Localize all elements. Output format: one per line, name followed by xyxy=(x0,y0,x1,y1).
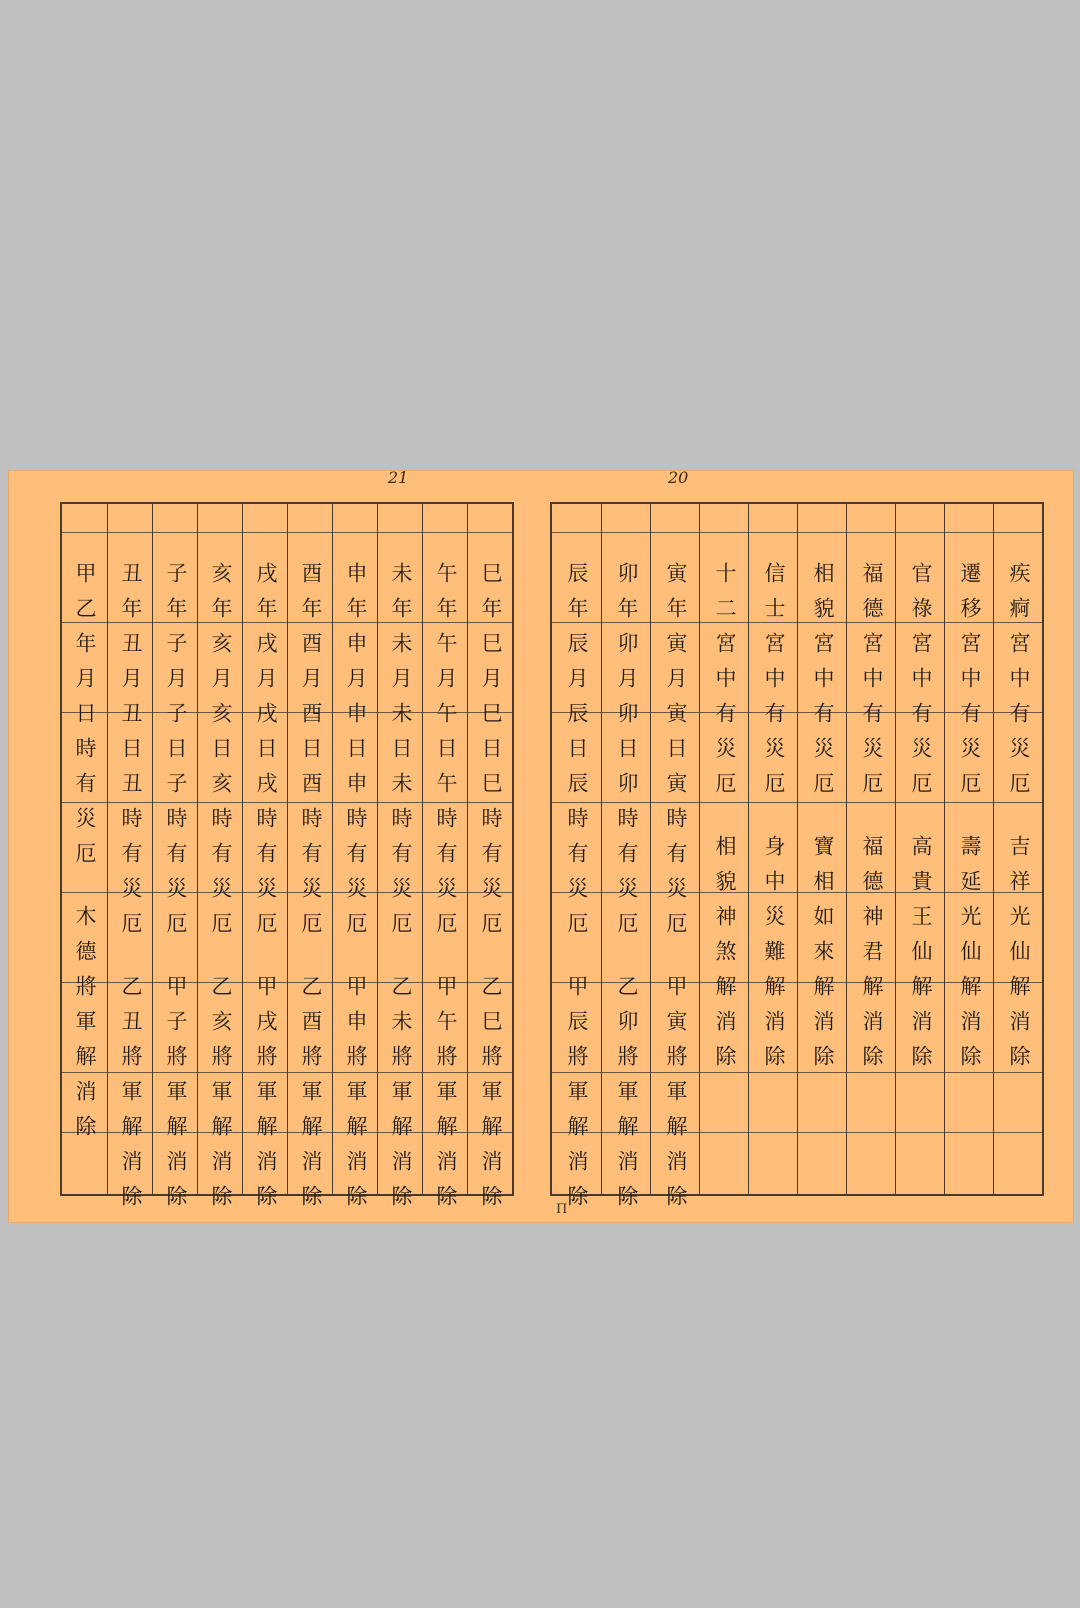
column-main-text: 戌年戌月戌日戌時有災厄 xyxy=(254,562,278,947)
column-main-text: 信士宮中有災厄 xyxy=(762,562,786,807)
column-second-text: 福德神君解消除 xyxy=(860,835,884,1080)
column-second-text: 寶相如來解消除 xyxy=(811,835,835,1080)
text-column xyxy=(287,504,333,1220)
text-column xyxy=(944,504,994,1194)
right-page xyxy=(550,502,1044,1220)
text-column xyxy=(748,504,798,1194)
column-second-text: 吉祥光仙解消除 xyxy=(1007,835,1031,1080)
column-main-text: 寅年寅月寅日寅時有災厄 xyxy=(664,562,688,947)
text-column xyxy=(699,504,749,1194)
text-column xyxy=(601,504,651,1220)
column-second-text: 高貴王仙解消除 xyxy=(909,835,933,1080)
column-main-text: 申年申月申日申時有災厄 xyxy=(344,562,368,947)
text-column xyxy=(152,504,198,1220)
column-second-text: 相貌神煞解消除 xyxy=(713,835,737,1080)
text-column xyxy=(377,504,423,1220)
footer-mark: П xyxy=(556,1202,568,1217)
column-main-text: 福德宮中有災厄 xyxy=(860,562,884,807)
column-main-text: 辰年辰月辰日辰時有災厄 xyxy=(565,562,589,947)
column-second-text: 木德將軍解消除 xyxy=(73,905,97,1150)
manuscript-sheet xyxy=(8,470,1074,1223)
text-column xyxy=(242,504,288,1220)
column-main-text: 酉年酉月酉日酉時有災厄 xyxy=(299,562,323,947)
column-second-text: 壽延光仙解消除 xyxy=(958,835,982,1080)
column-second-text: 乙巳將軍解消除 xyxy=(479,975,503,1220)
column-second-text: 身中災難解消除 xyxy=(762,835,786,1080)
column-main-text: 遷移宮中有災厄 xyxy=(958,562,982,807)
column-second-text: 乙卯將軍解消除 xyxy=(615,975,639,1220)
column-main-text: 巳年巳月巳日巳時有災厄 xyxy=(479,562,503,947)
text-column xyxy=(552,504,601,1220)
text-column xyxy=(797,504,847,1194)
column-second-text: 乙丑將軍解消除 xyxy=(119,975,143,1220)
column-main-text: 十二宮中有災厄 xyxy=(713,562,737,807)
column-main-text: 卯年卯月卯日卯時有災厄 xyxy=(615,562,639,947)
page-number-left: 21 xyxy=(388,468,409,487)
column-main-text: 疾痾宮中有災厄 xyxy=(1007,562,1031,807)
column-main-text: 官祿宮中有災厄 xyxy=(909,562,933,807)
left-page xyxy=(60,502,514,1220)
page-number-right: 20 xyxy=(668,468,689,487)
column-second-text: 甲寅將軍解消除 xyxy=(664,975,688,1220)
column-second-text: 甲午將軍解消除 xyxy=(434,975,458,1220)
column-main-text: 相貌宮中有災厄 xyxy=(811,562,835,807)
column-second-text: 甲申將軍解消除 xyxy=(344,975,368,1220)
column-second-text: 乙酉將軍解消除 xyxy=(299,975,323,1220)
column-main-text: 甲乙年月日時有災厄 xyxy=(73,562,97,877)
column-second-text: 乙未將軍解消除 xyxy=(389,975,413,1220)
column-main-text: 未年未月未日未時有災厄 xyxy=(389,562,413,947)
text-column xyxy=(846,504,896,1194)
text-column xyxy=(332,504,378,1220)
column-second-text: 乙亥將軍解消除 xyxy=(209,975,233,1220)
column-main-text: 亥年亥月亥日亥時有災厄 xyxy=(209,562,233,947)
text-column xyxy=(895,504,945,1194)
text-column xyxy=(422,504,468,1220)
column-main-text: 子年子月子日子時有災厄 xyxy=(164,562,188,947)
text-column xyxy=(993,504,1043,1194)
column-second-text: 甲戌將軍解消除 xyxy=(254,975,278,1220)
text-column xyxy=(467,504,513,1220)
text-column xyxy=(650,504,700,1220)
column-main-text: 午年午月午日午時有災厄 xyxy=(434,562,458,947)
column-main-text: 丑年丑月丑日丑時有災厄 xyxy=(119,562,143,947)
column-second-text: 甲子將軍解消除 xyxy=(164,975,188,1220)
text-column xyxy=(107,504,153,1220)
column-second-text: 甲辰將軍解消除 xyxy=(565,975,589,1220)
text-column xyxy=(197,504,243,1220)
text-column xyxy=(62,504,107,1194)
